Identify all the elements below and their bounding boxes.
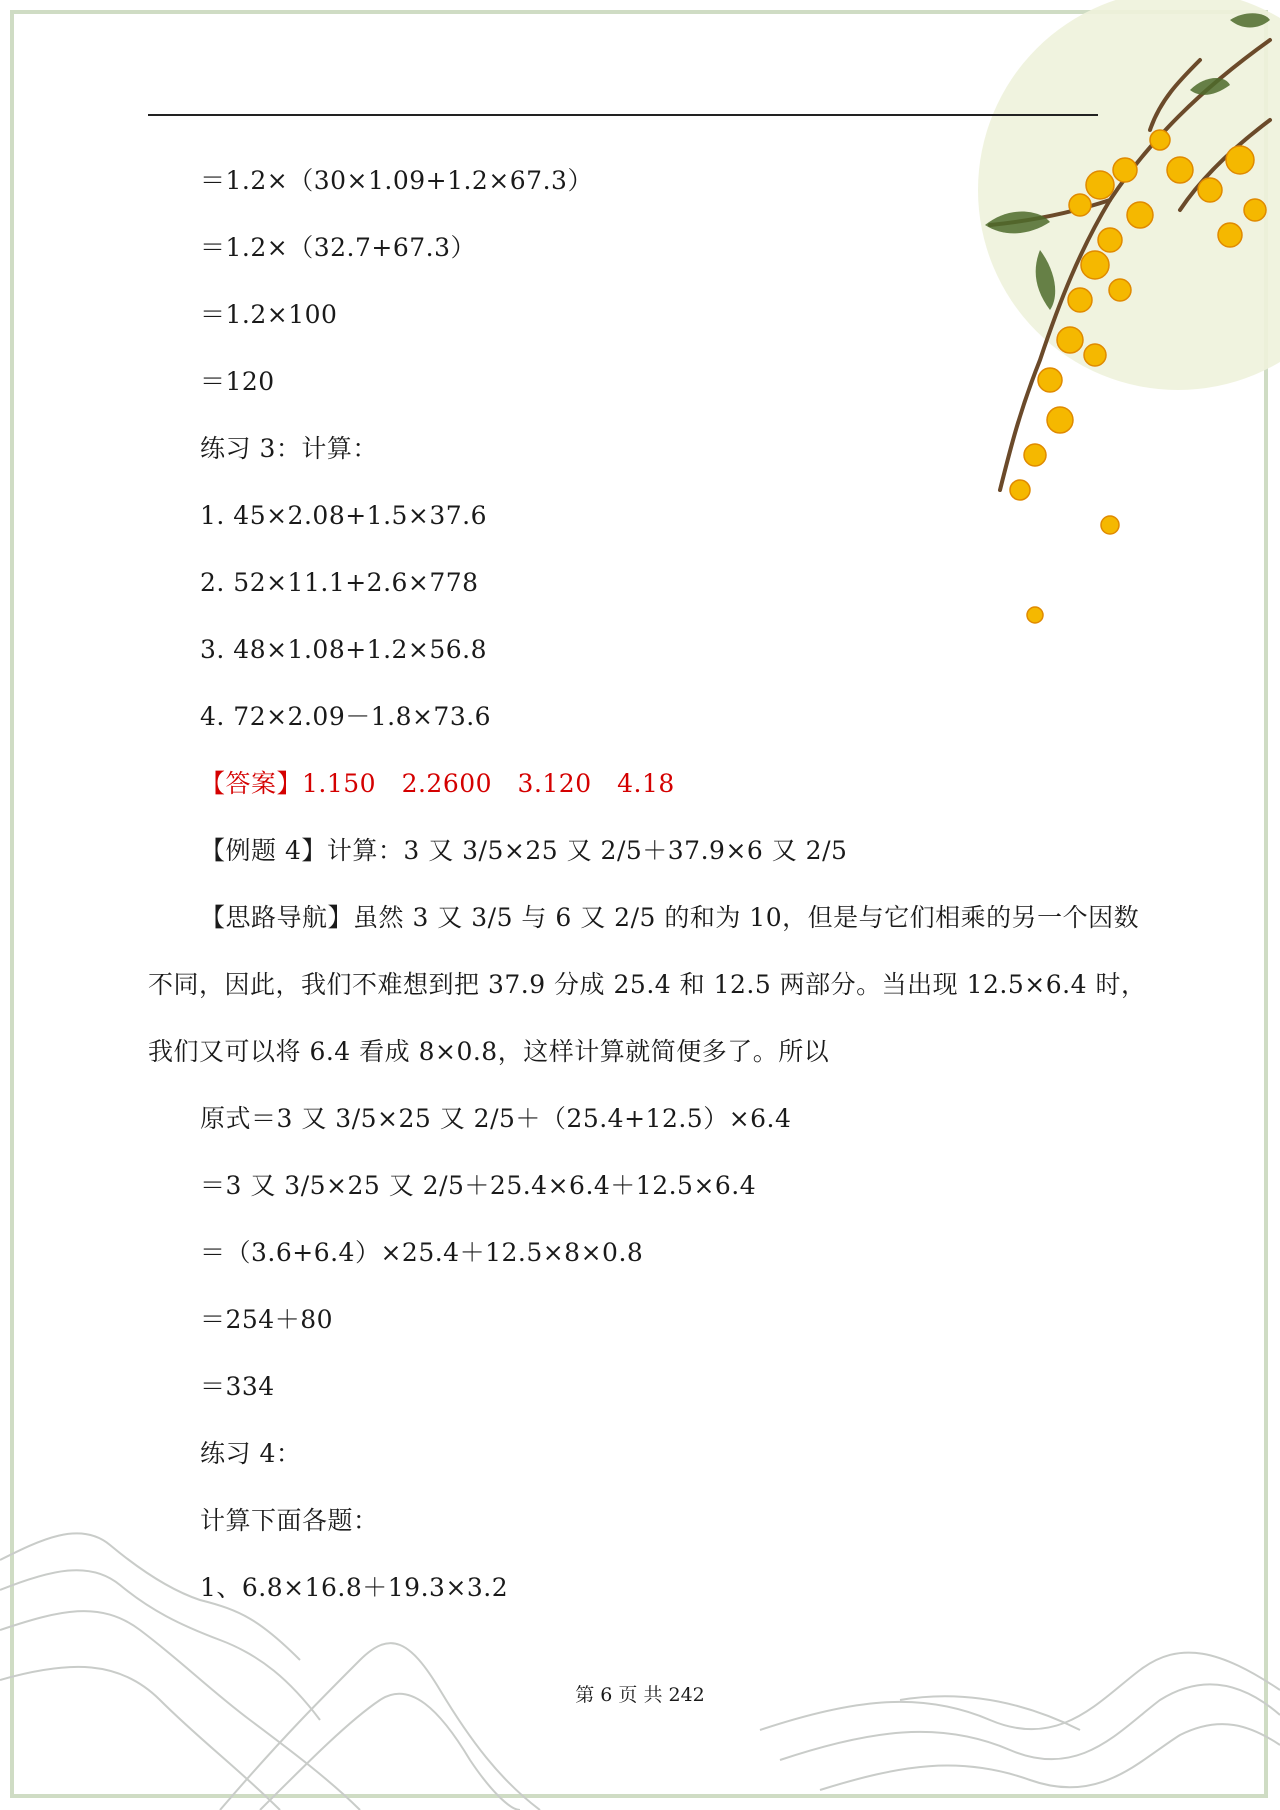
exercise-instruction: 计算下面各题： bbox=[200, 1506, 379, 1535]
exercise-item: 2. 52×11.1+2.6×778 bbox=[200, 568, 479, 597]
exercise-heading: 练习 3：计算： bbox=[200, 434, 378, 463]
exercise-item: 3. 48×1.08+1.2×56.8 bbox=[200, 635, 488, 664]
equation-line: 原式＝3 又 3/5×25 又 2/5＋（25.4+12.5）×6.4 bbox=[200, 1104, 792, 1133]
paragraph-line: 【思路导航】虽然 3 又 3/5 与 6 又 2/5 的和为 10，但是与它们相乘的另一个因数 bbox=[200, 903, 1140, 932]
equation-line: ＝1.2×（32.7+67.3） bbox=[200, 233, 476, 262]
page-footer: 第 6 页 共 242 bbox=[575, 1684, 705, 1706]
exercise-item: 1、6.8×16.8＋19.3×3.2 bbox=[200, 1573, 509, 1602]
exercise-heading: 练习 4： bbox=[200, 1439, 302, 1468]
paragraph-line: 不同，因此，我们不难想到把 37.9 分成 25.4 和 12.5 两部分。当出现 12.5×6.4 时， bbox=[148, 970, 1147, 999]
equation-line: ＝（3.6+6.4）×25.4＋12.5×8×0.8 bbox=[200, 1238, 644, 1267]
equation-line: ＝334 bbox=[200, 1372, 275, 1401]
answer-line: 【答案】1.150 2.2600 3.120 4.18 bbox=[200, 769, 675, 798]
equation-line: ＝1.2×100 bbox=[200, 300, 338, 329]
exercise-item: 4. 72×2.09－1.8×73.6 bbox=[200, 702, 492, 731]
equation-line: ＝1.2×（30×1.09+1.2×67.3） bbox=[200, 166, 593, 195]
exercise-item: 1. 45×2.08+1.5×37.6 bbox=[200, 501, 488, 530]
paragraph-line: 我们又可以将 6.4 看成 8×0.8，这样计算就简便多了。所以 bbox=[148, 1037, 830, 1066]
equation-line: ＝120 bbox=[200, 367, 275, 396]
example-title: 【例题 4】计算：3 又 3/5×25 又 2/5＋37.9×6 又 2/5 bbox=[200, 836, 848, 865]
equation-line: ＝3 又 3/5×25 又 2/5＋25.4×6.4＋12.5×6.4 bbox=[200, 1171, 757, 1200]
equation-line: ＝254＋80 bbox=[200, 1305, 334, 1334]
header-rule bbox=[148, 114, 1098, 116]
